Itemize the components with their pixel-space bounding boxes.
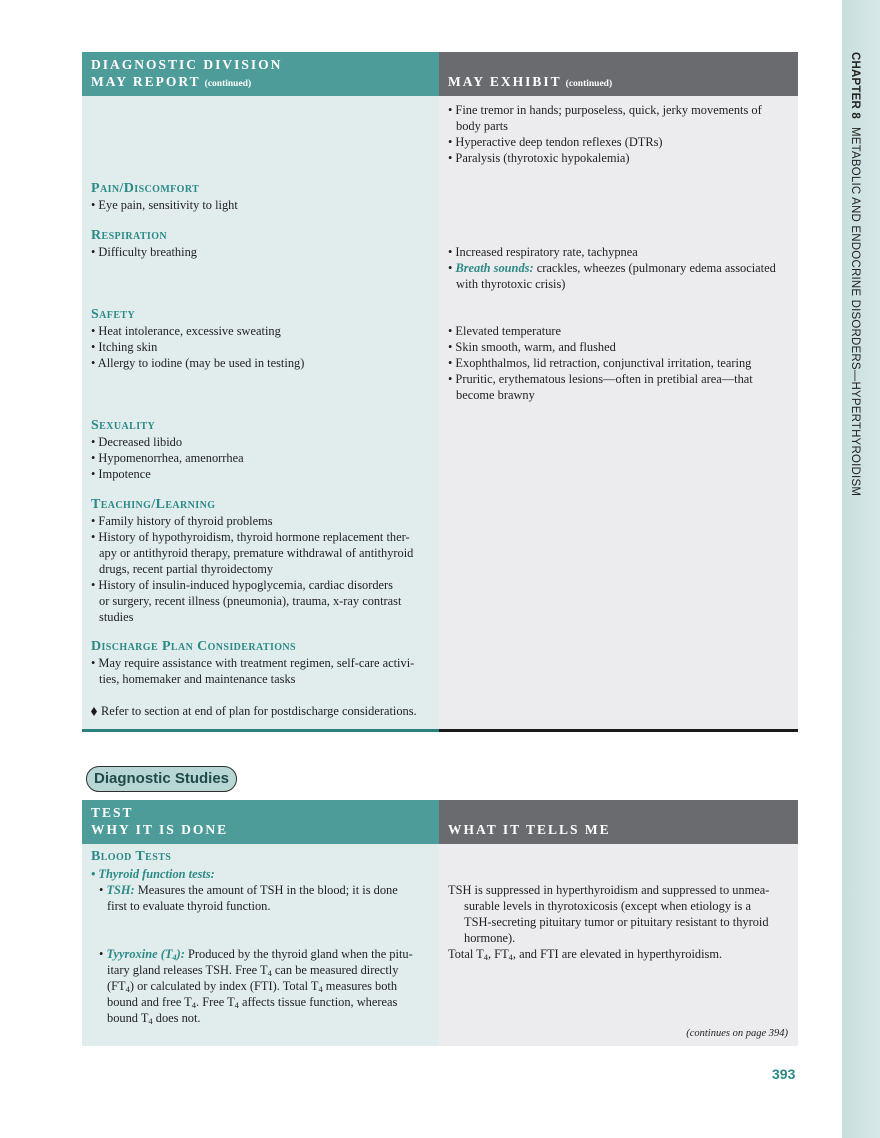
chapter-number: CHAPTER 8 [849,52,861,119]
chapter-side-label [849,52,861,496]
section-title-safety: Safety [91,307,136,322]
pain-report-item: • Eye pain, sensitivity to light [91,198,238,212]
discharge-report-item: • May require assistance with treatment regimen, self-care activi- [91,656,415,670]
respiration-exhibit-item: • Breath sounds: crackles, wheezes (pulmonary edema associated [448,261,776,275]
header-test-label: TEST [91,805,134,820]
thyroid-function-label: • Thyroid function tests: [91,867,215,881]
respiration-report-item: • Difficulty breathing [91,245,197,259]
tsh-tells-item: TSH-secreting pituitary tumor or pituitary resistant to thyroid [464,915,769,929]
safety-exhibit-item: • Exophthalmos, lid retraction, conjunctival irritation, tearing [448,356,752,370]
may-exhibit-column [439,96,798,729]
teaching-report-item: apy or antithyroid therapy, premature withdrawal of antithyroid [99,546,414,560]
neuro-exhibit-item: • Hyperactive deep tendon reflexes (DTRs) [448,135,663,149]
t4-why-item: bound $T_4$ does not. [107,1011,201,1026]
header-may-exhibit [439,52,798,96]
safety-report-item: • Allergy to iodine (may be used in testing) [91,356,305,370]
t4-tells-item: Total $T_4$, $FT_4$, and FTI are elevated in hyperthyroidism. [448,947,723,962]
test-column [82,844,439,1046]
respiration-exhibit-item: with thyrotoxic crisis) [456,277,566,291]
neuro-exhibit-item: body parts [456,119,508,133]
header-may-report [82,52,439,96]
table-bottom-rule [82,729,439,732]
chapter-side-tab [842,0,880,1138]
header-what-it-tells [439,800,798,844]
header-test [82,800,439,844]
discharge-refer-note: Refer to section at end of plan for postdischarge considerations. [91,703,417,719]
table-header [82,800,798,844]
section-title-blood-tests: Blood Tests [91,849,172,864]
diagnostic-studies-heading: Diagnostic Studies [86,766,237,792]
safety-exhibit-item: become brawny [456,388,535,402]
teaching-report-item: • History of insulin-induced hypoglycemia, cardiac disorders [91,578,393,592]
teaching-report-item: or surgery, recent illness (pneumonia), trauma, x-ray contrast [99,594,402,608]
tsh-tells-item: hormone). [464,931,516,945]
discharge-report-item: ties, homemaker and maintenance tasks [99,672,296,686]
section-title-discharge: Discharge Plan Considerations [91,639,296,654]
teaching-report-item: • History of hypothyroidism, thyroid hormone replacement ther- [91,530,410,544]
section-title-respiration: Respiration [91,228,168,243]
safety-report-item: • Heat intolerance, excessive sweating [91,324,281,338]
page-number: 393 [772,1066,796,1082]
t4-why-item: itary gland releases TSH. Free $T_4$ can be measured directly [107,963,399,978]
what-it-tells-column [439,844,798,1046]
safety-exhibit-item: • Skin smooth, warm, and flushed [448,340,616,354]
sexuality-report-item: • Impotence [91,467,151,481]
may-report-column [82,96,439,729]
sexuality-report-item: • Hypomenorrhea, amenorrhea [91,451,244,465]
tsh-tells-item: TSH is suppressed in hyperthyroidism and suppressed to unmea- [448,883,770,897]
diagnostic-division-table [82,52,798,733]
header-may-report-label: MAY REPORT (continued) [91,74,252,89]
tsh-tells-item: surable levels in thyrotoxicosis (except when etiology is a [464,899,751,913]
sexuality-report-item: • Decreased libido [91,435,183,449]
tsh-why-item: • TSH: Measures the amount of TSH in the blood; it is done [99,883,398,897]
teaching-report-item: studies [99,610,134,624]
continues-note: (continues on page 394) [686,1028,788,1039]
t4-why-item: $(FT_4)$ or calculated by index (FTI). Total $T_4$ measures both [107,979,398,994]
safety-exhibit-item: • Pruritic, erythematous lesions—often in pretibial area—that [448,372,753,386]
safety-exhibit-item: • Elevated temperature [448,324,562,338]
header-division-label: DIAGNOSTIC DIVISION [91,57,283,72]
respiration-exhibit-item: • Increased respiratory rate, tachypnea [448,245,638,259]
tsh-why-item: first to evaluate thyroid function. [107,899,271,913]
t4-why-item: • Tyyroxine $(T_4)$: Produced by the thyroid gland when the pitu- [99,947,413,962]
neuro-exhibit-item: • Paralysis (thyrotoxic hypokalemia) [448,151,630,165]
section-title-sexuality: Sexuality [91,418,156,433]
teaching-report-item: • Family history of thyroid problems [91,514,273,528]
diagnostic-studies-table [82,800,798,1046]
chapter-title: METABOLIC AND ENDOCRINE DISORDERS—HYPERTHYROIDISM [849,126,861,497]
section-title-pain: Pain/Discomfort [91,181,200,196]
table-header [82,52,798,96]
header-may-exhibit-label: MAY EXHIBIT (continued) [448,74,613,89]
neuro-exhibit-item: • Fine tremor in hands; purposeless, quick, jerky movements of [448,103,762,117]
diamond-icon [91,707,97,716]
header-tells-label: WHAT IT TELLS ME [448,822,611,837]
header-why-label: WHY IT IS DONE [91,822,229,837]
t4-why-item: bound and free $T_4$. Free $T_4$ affects tissue function, whereas [107,995,398,1010]
table-bottom-rule [439,729,798,732]
section-title-teaching: Teaching/Learning [91,497,216,512]
teaching-report-item: drugs, recent partial thyroidectomy [99,562,274,576]
safety-report-item: • Itching skin [91,340,158,354]
